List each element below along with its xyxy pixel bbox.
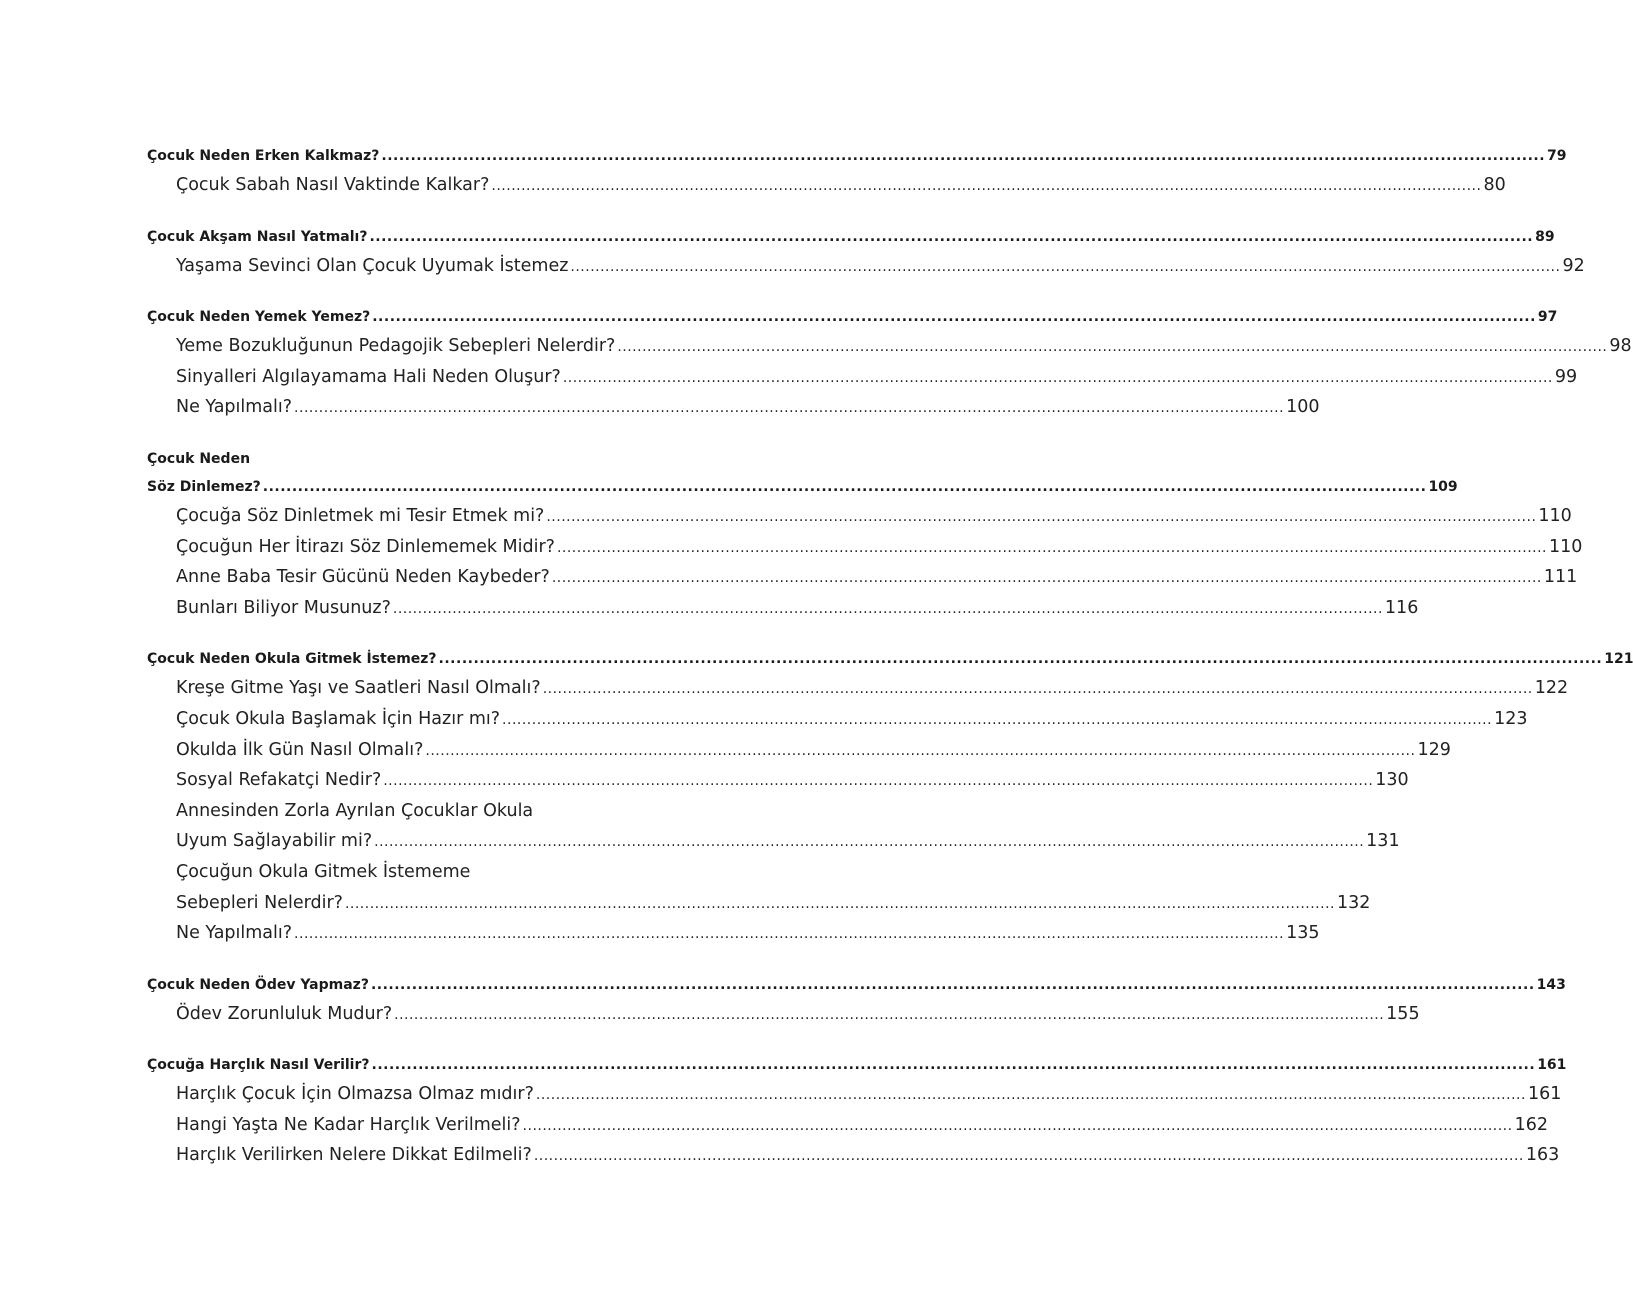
subsection-title: Harçlık Çocuk İçin Olmazsa Olmaz mıdır? bbox=[176, 1084, 534, 1105]
page-number: 116 bbox=[1384, 597, 1419, 618]
page-number: 89 bbox=[1535, 228, 1555, 245]
page-number: 121 bbox=[1604, 651, 1633, 668]
page-number: 99 bbox=[1554, 366, 1578, 387]
subsection-entry[interactable] bbox=[147, 918, 1320, 949]
subsection-entry[interactable] bbox=[147, 251, 1585, 282]
chapter-entry[interactable] bbox=[147, 1051, 1567, 1079]
subsection-title-line bbox=[147, 857, 695, 888]
page-number: 80 bbox=[1483, 175, 1506, 195]
page-number: 155 bbox=[1386, 1003, 1420, 1024]
subsection-title: Annesinden Zorla Ayrılan Çocuklar Okula bbox=[176, 800, 534, 821]
subsection-entry[interactable] bbox=[147, 392, 1320, 423]
dot-leader: ........................................................................................................................................................................................................ bbox=[546, 508, 1537, 525]
subsection-entry[interactable] bbox=[147, 704, 1528, 735]
toc-section bbox=[147, 971, 1566, 1030]
dot-leader: ........................................................................................................................................................................................................ bbox=[425, 742, 1416, 759]
chapter-title: Çocuk Akşam Nasıl Yatmalı? bbox=[147, 228, 368, 245]
chapter-title: Çocuk Neden bbox=[147, 450, 251, 467]
chapter-entry[interactable] bbox=[147, 971, 1566, 999]
page-number: 131 bbox=[1366, 831, 1400, 852]
dot-leader: ........................................................................................................................................................................................................ bbox=[374, 834, 1365, 851]
dot-leader: ........................................................................................................................................................................................................ bbox=[551, 570, 1542, 587]
page-number: 162 bbox=[1514, 1114, 1548, 1135]
chapter-title: Çocuk Neden Ödev Yapmaz? bbox=[147, 976, 369, 993]
subsection-entry[interactable] bbox=[147, 362, 1578, 393]
subsection-entry[interactable] bbox=[147, 593, 1419, 624]
subsection-title: Çocuğun Her İtirazı Söz Dinlememek Midir? bbox=[176, 536, 555, 557]
dot-leader: ........................................................................................................................................................................................................ bbox=[392, 600, 1383, 617]
chapter-entry[interactable] bbox=[147, 645, 1633, 673]
subsection-title: Yaşama Sevinci Olan Çocuk Uyumak İstemez bbox=[176, 255, 569, 276]
subsection-entry[interactable] bbox=[147, 170, 1506, 201]
subsection-title: Sosyal Refakatçi Nedir? bbox=[176, 770, 382, 791]
subsection-title-line bbox=[147, 796, 695, 827]
subsection-title: Sinyalleri Algılayamama Hali Neden Oluşur? bbox=[176, 366, 561, 387]
subsection-title: Hangi Yaşta Ne Kadar Harçlık Verilmeli? bbox=[176, 1114, 521, 1135]
dot-leader: ........................................................................................................................................................................................................ bbox=[262, 478, 1427, 495]
subsection-title: Çocuğun Okula Gitmek İstememe bbox=[176, 861, 471, 882]
dot-leader: ........................................................................................................................................................................................................ bbox=[491, 178, 1482, 194]
dot-leader: ........................................................................................................................................................................................................ bbox=[383, 773, 1374, 790]
subsection-entry[interactable] bbox=[147, 999, 1420, 1030]
dot-leader: ........................................................................................................................................................................................................ bbox=[370, 976, 1535, 993]
subsection-entry[interactable] bbox=[147, 765, 1409, 796]
subsection-entry[interactable] bbox=[147, 1110, 1548, 1141]
subsection-entry[interactable] bbox=[147, 562, 1578, 593]
page-number: 97 bbox=[1537, 309, 1558, 326]
subsection-title: Ne Yapılmalı? bbox=[176, 397, 293, 418]
subsection-title: Uyum Sağlayabilir mi? bbox=[176, 831, 373, 852]
toc-section bbox=[147, 142, 1567, 201]
chapter-title: Çocuk Neden Erken Kalkmaz? bbox=[147, 148, 380, 164]
toc-section bbox=[147, 303, 1632, 423]
chapter-title: Çocuk Neden Yemek Yemez? bbox=[147, 309, 371, 326]
dot-leader: ........................................................................................................................................................................................................ bbox=[617, 339, 1608, 356]
subsection-entry[interactable] bbox=[147, 501, 1572, 532]
chapter-title: Çocuğa Harçlık Nasıl Verilir? bbox=[147, 1057, 370, 1074]
page-number: 132 bbox=[1336, 892, 1371, 913]
subsection-title: Okulda İlk Gün Nasıl Olmalı? bbox=[176, 739, 424, 760]
dot-leader: ........................................................................................................................................................................................................ bbox=[556, 539, 1547, 556]
page-number: 110 bbox=[1549, 536, 1583, 557]
toc-section bbox=[147, 445, 1583, 623]
table-of-contents bbox=[147, 142, 1633, 1193]
subsection-entry[interactable] bbox=[147, 826, 1400, 857]
subsection-entry[interactable] bbox=[147, 888, 1371, 919]
page-number: 122 bbox=[1534, 678, 1569, 699]
page-number: 161 bbox=[1537, 1057, 1567, 1074]
dot-leader: ........................................................................................................................................................................................................ bbox=[535, 1087, 1526, 1104]
dot-leader: ........................................................................................................................................................................................................ bbox=[542, 681, 1533, 698]
dot-leader: ........................................................................................................................................................................................................ bbox=[562, 369, 1553, 386]
subsection-entry[interactable] bbox=[147, 1140, 1560, 1171]
chapter-entry[interactable] bbox=[147, 303, 1558, 331]
dot-leader: ........................................................................................................................................................................................................ bbox=[294, 400, 1285, 417]
dot-leader: ........................................................................................................................................................................................................ bbox=[502, 711, 1493, 728]
subsection-title: Çocuk Sabah Nasıl Vaktinde Kalkar? bbox=[176, 175, 490, 195]
chapter-entry[interactable] bbox=[147, 473, 1458, 501]
page-number: 79 bbox=[1547, 148, 1567, 164]
page-number: 92 bbox=[1562, 255, 1585, 276]
dot-leader: ........................................................................................................................................................................................................ bbox=[371, 1057, 1536, 1074]
page-number: 129 bbox=[1417, 739, 1451, 760]
chapter-entry[interactable] bbox=[147, 142, 1567, 170]
chapter-entry[interactable] bbox=[147, 223, 1555, 251]
page-number: 143 bbox=[1536, 976, 1566, 993]
dot-leader: ........................................................................................................................................................................................................ bbox=[533, 1148, 1524, 1165]
dot-leader: ........................................................................................................................................................................................................ bbox=[570, 258, 1561, 275]
page-number: 161 bbox=[1527, 1084, 1562, 1105]
subsection-title: Harçlık Verilirken Nelere Dikkat Edilmeli? bbox=[176, 1145, 532, 1166]
page-number: 135 bbox=[1286, 923, 1320, 944]
subsection-title: Bunları Biliyor Musunuz? bbox=[176, 597, 391, 618]
subsection-entry[interactable] bbox=[147, 331, 1632, 362]
dot-leader: ........................................................................................................................................................................................................ bbox=[381, 148, 1546, 164]
subsection-title: Ödev Zorunluluk Mudur? bbox=[176, 1003, 393, 1024]
page-number: 110 bbox=[1538, 505, 1572, 526]
dot-leader: ........................................................................................................................................................................................................ bbox=[438, 651, 1603, 668]
subsection-title: Sebepleri Nelerdir? bbox=[176, 892, 343, 913]
page-number: 130 bbox=[1375, 770, 1409, 791]
chapter-title: Çocuk Neden Okula Gitmek İstemez? bbox=[147, 651, 437, 668]
page-number: 123 bbox=[1494, 708, 1528, 729]
dot-leader: ........................................................................................................................................................................................................ bbox=[394, 1006, 1385, 1023]
subsection-entry[interactable] bbox=[147, 532, 1583, 563]
toc-section bbox=[147, 223, 1585, 282]
subsection-title: Yeme Bozukluğunun Pedagojik Sebepleri Nelerdir? bbox=[176, 336, 616, 357]
subsection-title: Ne Yapılmalı? bbox=[176, 923, 293, 944]
subsection-title: Kreşe Gitme Yaşı ve Saatleri Nasıl Olmalı? bbox=[176, 678, 541, 699]
toc-section bbox=[147, 645, 1633, 948]
dot-leader: ........................................................................................................................................................................................................ bbox=[294, 926, 1285, 943]
toc-section bbox=[147, 1051, 1567, 1171]
dot-leader: ........................................................................................................................................................................................................ bbox=[522, 1117, 1513, 1134]
chapter-title: Söz Dinlemez? bbox=[147, 478, 261, 495]
dot-leader: ........................................................................................................................................................................................................ bbox=[372, 309, 1536, 326]
page-number: 163 bbox=[1525, 1145, 1560, 1166]
subsection-title: Anne Baba Tesir Gücünü Neden Kaybeder? bbox=[176, 567, 550, 588]
page-number: 100 bbox=[1286, 397, 1320, 418]
dot-leader: ........................................................................................................................................................................................................ bbox=[369, 228, 1534, 245]
subsection-title: Çocuk Okula Başlamak İçin Hazır mı? bbox=[176, 708, 501, 729]
subsection-entry[interactable] bbox=[147, 1079, 1562, 1110]
subsection-entry[interactable] bbox=[147, 735, 1451, 766]
page-number: 109 bbox=[1428, 478, 1458, 495]
dot-leader: ........................................................................................................................................................................................................ bbox=[344, 895, 1335, 912]
page-number: 98 bbox=[1609, 336, 1632, 357]
subsection-title: Çocuğa Söz Dinletmek mi Tesir Etmek mi? bbox=[176, 505, 545, 526]
subsection-entry[interactable] bbox=[147, 673, 1569, 704]
chapter-title-line bbox=[147, 445, 695, 473]
page-number: 111 bbox=[1543, 567, 1578, 588]
